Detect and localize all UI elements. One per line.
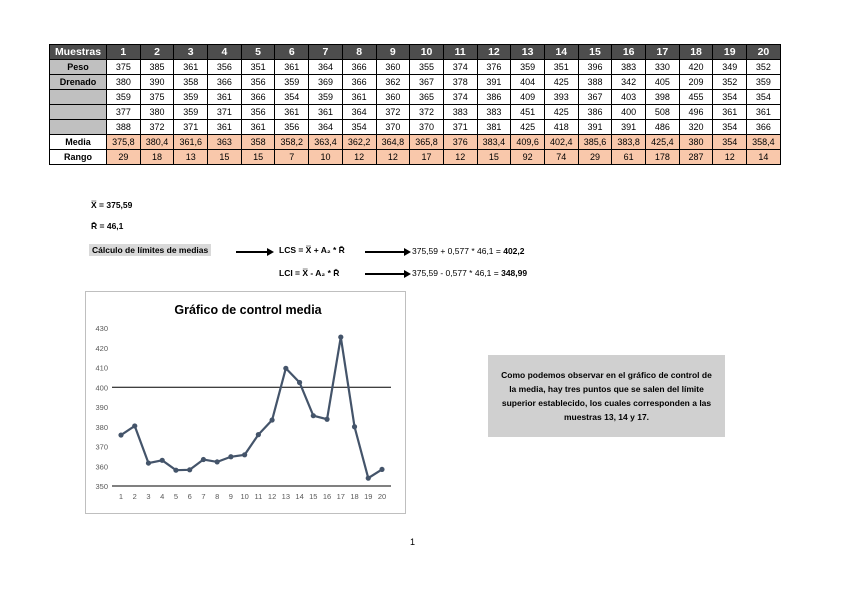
data-point bbox=[379, 467, 384, 472]
table-cell: 361,6 bbox=[174, 135, 208, 150]
table-cell: 7 bbox=[275, 150, 309, 165]
table-header-cell: 3 bbox=[174, 45, 208, 60]
table-cell: 363 bbox=[208, 135, 242, 150]
y-tick-label: 360 bbox=[95, 462, 108, 472]
x-tick-label: 2 bbox=[132, 492, 137, 501]
control-chart bbox=[85, 291, 406, 514]
y-tick-label: 400 bbox=[95, 383, 108, 393]
table-cell: 374 bbox=[443, 90, 477, 105]
table-cell: 361 bbox=[309, 105, 343, 120]
x-tick-label: 7 bbox=[201, 492, 206, 501]
table-cell: 376 bbox=[443, 135, 477, 150]
table-cell: 370 bbox=[410, 120, 444, 135]
table-cell: 358 bbox=[241, 135, 275, 150]
table-cell: 375 bbox=[107, 60, 141, 75]
data-point bbox=[118, 432, 123, 437]
table-cell: 383 bbox=[443, 105, 477, 120]
table-cell: 18 bbox=[140, 150, 174, 165]
table-row bbox=[50, 90, 781, 105]
table-cell: 354 bbox=[713, 135, 747, 150]
table-cell: 15 bbox=[477, 150, 511, 165]
table-cell: 372 bbox=[376, 105, 410, 120]
chart-svg bbox=[86, 292, 405, 513]
table-cell: 508 bbox=[646, 105, 680, 120]
lci-result-value: 348,99 bbox=[501, 268, 528, 278]
table-row bbox=[50, 60, 781, 75]
table-cell: 405 bbox=[646, 75, 680, 90]
table-row bbox=[50, 105, 781, 120]
table-cell: 178 bbox=[646, 150, 680, 165]
table-cell: 287 bbox=[679, 150, 713, 165]
table-cell: 385,6 bbox=[578, 135, 612, 150]
x-tick-label: 13 bbox=[281, 492, 291, 501]
lcs-result-value: 402,2 bbox=[503, 246, 525, 256]
table-cell: 374 bbox=[443, 60, 477, 75]
table-cell: 386 bbox=[477, 90, 511, 105]
table-header-cell: 20 bbox=[747, 45, 781, 60]
rbar-value: = 46,1 bbox=[99, 221, 124, 231]
table-cell: 393 bbox=[544, 90, 578, 105]
table-cell: 390 bbox=[140, 75, 174, 90]
row-label: Peso bbox=[50, 60, 107, 75]
table-header-cell: 1 bbox=[107, 45, 141, 60]
table-cell: 17 bbox=[410, 150, 444, 165]
table-cell: 369 bbox=[309, 75, 343, 90]
xbar-stat bbox=[91, 200, 132, 210]
x-tick-label: 20 bbox=[377, 492, 387, 501]
rbar-stat bbox=[91, 221, 123, 231]
table-cell: 383,8 bbox=[612, 135, 646, 150]
x-tick-label: 5 bbox=[173, 492, 179, 501]
table-cell: 356 bbox=[208, 60, 242, 75]
lcs-result bbox=[412, 246, 525, 256]
lcs-result-prefix: 375,59 + 0,577 * 46,1 = bbox=[412, 246, 504, 256]
table-header-cell: 10 bbox=[410, 45, 444, 60]
table-cell: 359 bbox=[174, 90, 208, 105]
table-cell: 381 bbox=[477, 120, 511, 135]
chart-title: Gráfico de control media bbox=[174, 303, 322, 317]
data-point bbox=[324, 417, 329, 422]
table-cell: 358 bbox=[174, 75, 208, 90]
table-cell: 375,8 bbox=[107, 135, 141, 150]
x-tick-label: 15 bbox=[309, 492, 318, 501]
x-tick-label: 18 bbox=[350, 492, 359, 501]
table-header-cell: 17 bbox=[646, 45, 680, 60]
table-cell: 409,6 bbox=[511, 135, 545, 150]
table-header-cell: 16 bbox=[612, 45, 646, 60]
x-tick-label: 4 bbox=[160, 492, 165, 501]
data-point bbox=[228, 454, 233, 459]
table-header-cell: 14 bbox=[544, 45, 578, 60]
table-cell: 366 bbox=[208, 75, 242, 90]
table-header-cell: 19 bbox=[713, 45, 747, 60]
table-cell: 380 bbox=[679, 135, 713, 150]
lci-formula: LCI = X̿ - A₂ * R̄ bbox=[279, 268, 340, 278]
table-cell: 74 bbox=[544, 150, 578, 165]
table-header-cell: 9 bbox=[376, 45, 410, 60]
table-cell: 375 bbox=[140, 90, 174, 105]
table-cell: 361 bbox=[342, 90, 376, 105]
table-cell: 354 bbox=[342, 120, 376, 135]
x-tick-label: 8 bbox=[215, 492, 220, 501]
table-cell: 486 bbox=[646, 120, 680, 135]
data-point bbox=[311, 413, 316, 418]
table-header-cell: 7 bbox=[309, 45, 343, 60]
data-point bbox=[270, 417, 275, 422]
samples-table bbox=[49, 44, 781, 165]
table-cell: 496 bbox=[679, 105, 713, 120]
table-cell: 12 bbox=[376, 150, 410, 165]
arrow-icon bbox=[365, 251, 405, 253]
table-cell: 376 bbox=[477, 60, 511, 75]
table-cell: 13 bbox=[174, 150, 208, 165]
table-cell: 354 bbox=[747, 90, 781, 105]
table-cell: 209 bbox=[679, 75, 713, 90]
conclusion-note bbox=[488, 355, 725, 437]
y-tick-label: 370 bbox=[95, 442, 108, 452]
table-cell: 425 bbox=[544, 75, 578, 90]
table-cell: 455 bbox=[679, 90, 713, 105]
table-cell: 29 bbox=[578, 150, 612, 165]
table-cell: 361 bbox=[208, 120, 242, 135]
table-cell: 320 bbox=[679, 120, 713, 135]
table-header-cell: 12 bbox=[477, 45, 511, 60]
series-line bbox=[121, 337, 382, 478]
table-cell: 361 bbox=[275, 105, 309, 120]
table-header-cell: 13 bbox=[511, 45, 545, 60]
table-cell: 425 bbox=[544, 105, 578, 120]
table-cell: 366 bbox=[342, 75, 376, 90]
table-cell: 378 bbox=[443, 75, 477, 90]
row-label bbox=[50, 105, 107, 120]
table-cell: 12 bbox=[342, 150, 376, 165]
table-cell: 361 bbox=[208, 90, 242, 105]
table-cell: 365,8 bbox=[410, 135, 444, 150]
table-cell: 388 bbox=[107, 120, 141, 135]
table-cell: 61 bbox=[612, 150, 646, 165]
table-header-cell: 6 bbox=[275, 45, 309, 60]
table-cell: 409 bbox=[511, 90, 545, 105]
table-header-cell: 11 bbox=[443, 45, 477, 60]
table-cell: 359 bbox=[174, 105, 208, 120]
row-label bbox=[50, 90, 107, 105]
table-cell: 418 bbox=[544, 120, 578, 135]
table-cell: 371 bbox=[208, 105, 242, 120]
data-point bbox=[215, 459, 220, 464]
table-cell: 380 bbox=[140, 105, 174, 120]
table-cell: 371 bbox=[174, 120, 208, 135]
table-row bbox=[50, 150, 781, 165]
arrow-icon bbox=[365, 273, 405, 275]
table-cell: 372 bbox=[140, 120, 174, 135]
table-header-label: Muestras bbox=[50, 45, 107, 60]
table-cell: 377 bbox=[107, 105, 141, 120]
table-cell: 352 bbox=[747, 60, 781, 75]
rbar-symbol: R̄ bbox=[91, 221, 98, 231]
y-tick-label: 430 bbox=[95, 324, 108, 333]
table-cell: 360 bbox=[376, 90, 410, 105]
table-row bbox=[50, 75, 781, 90]
table-cell: 358,2 bbox=[275, 135, 309, 150]
table-cell: 370 bbox=[376, 120, 410, 135]
table-cell: 391 bbox=[578, 120, 612, 135]
table-cell: 364,8 bbox=[376, 135, 410, 150]
table-cell: 371 bbox=[443, 120, 477, 135]
table-cell: 398 bbox=[646, 90, 680, 105]
table-cell: 372 bbox=[410, 105, 444, 120]
y-tick-label: 410 bbox=[95, 363, 108, 373]
arrow-icon bbox=[236, 251, 268, 253]
table-cell: 361 bbox=[747, 105, 781, 120]
x-tick-label: 19 bbox=[364, 492, 373, 501]
table-cell: 385 bbox=[140, 60, 174, 75]
table-cell: 396 bbox=[578, 60, 612, 75]
table-cell: 364 bbox=[309, 120, 343, 135]
table-cell: 355 bbox=[410, 60, 444, 75]
table-cell: 359 bbox=[107, 90, 141, 105]
table-cell: 403 bbox=[612, 90, 646, 105]
lci-result-prefix: 375,59 - 0,577 * 46,1 = bbox=[412, 268, 502, 278]
table-cell: 363,4 bbox=[309, 135, 343, 150]
y-tick-label: 390 bbox=[95, 403, 108, 412]
table-cell: 15 bbox=[208, 150, 242, 165]
table-cell: 366 bbox=[241, 90, 275, 105]
table-header-row bbox=[50, 45, 781, 60]
row-label: Rango bbox=[50, 150, 107, 165]
data-point bbox=[256, 432, 261, 437]
table-cell: 342 bbox=[612, 75, 646, 90]
note-text: Como podemos observar en el gráfico de control de la media, hay tres puntos que se salen del límite superior establecido, los cuales corresponden a las muestras 13, 14 y 17. bbox=[501, 370, 712, 422]
table-row bbox=[50, 120, 781, 135]
table-cell: 356 bbox=[241, 105, 275, 120]
table-cell: 365 bbox=[410, 90, 444, 105]
table-header-cell: 18 bbox=[679, 45, 713, 60]
data-point bbox=[338, 334, 343, 339]
x-tick-label: 11 bbox=[254, 492, 263, 501]
table-cell: 92 bbox=[511, 150, 545, 165]
data-point bbox=[146, 460, 151, 465]
x-tick-label: 12 bbox=[267, 492, 277, 501]
table-cell: 362,2 bbox=[342, 135, 376, 150]
y-tick-label: 420 bbox=[95, 343, 108, 353]
table-cell: 364 bbox=[342, 105, 376, 120]
table-cell: 404 bbox=[511, 75, 545, 90]
table-header-cell: 4 bbox=[208, 45, 242, 60]
table-cell: 354 bbox=[713, 90, 747, 105]
table-header-cell: 2 bbox=[140, 45, 174, 60]
table-cell: 451 bbox=[511, 105, 545, 120]
table-cell: 364 bbox=[309, 60, 343, 75]
table-cell: 330 bbox=[646, 60, 680, 75]
lci-result bbox=[412, 268, 527, 278]
table-cell: 10 bbox=[309, 150, 343, 165]
table-cell: 12 bbox=[713, 150, 747, 165]
data-point bbox=[366, 476, 371, 481]
data-point bbox=[283, 366, 288, 371]
data-point bbox=[160, 458, 165, 463]
table-cell: 383,4 bbox=[477, 135, 511, 150]
xbar-symbol: X̿ bbox=[91, 200, 97, 210]
calc-label: Cálculo de límites de medias bbox=[89, 244, 211, 256]
table-cell: 388 bbox=[578, 75, 612, 90]
x-tick-label: 10 bbox=[240, 492, 249, 501]
table-cell: 425 bbox=[511, 120, 545, 135]
table-cell: 366 bbox=[747, 120, 781, 135]
table-cell: 386 bbox=[578, 105, 612, 120]
table-cell: 361 bbox=[275, 60, 309, 75]
table-header-cell: 15 bbox=[578, 45, 612, 60]
table-cell: 359 bbox=[511, 60, 545, 75]
table-cell: 402,4 bbox=[544, 135, 578, 150]
table-cell: 15 bbox=[241, 150, 275, 165]
x-tick-label: 16 bbox=[322, 492, 332, 501]
lcs-formula: LCS = X̿ + A₂ * R̄ bbox=[279, 245, 345, 255]
data-point bbox=[297, 380, 302, 385]
x-tick-label: 17 bbox=[336, 492, 345, 501]
table-cell: 367 bbox=[578, 90, 612, 105]
table-cell: 356 bbox=[241, 75, 275, 90]
table-cell: 349 bbox=[713, 60, 747, 75]
table-header-cell: 5 bbox=[241, 45, 275, 60]
xbar-value: = 375,59 bbox=[99, 200, 133, 210]
table-cell: 14 bbox=[747, 150, 781, 165]
row-label: Drenado bbox=[50, 75, 107, 90]
table-cell: 354 bbox=[275, 90, 309, 105]
data-point bbox=[187, 467, 192, 472]
table-cell: 359 bbox=[275, 75, 309, 90]
table-cell: 352 bbox=[713, 75, 747, 90]
table-header-cell: 8 bbox=[342, 45, 376, 60]
x-tick-label: 14 bbox=[295, 492, 304, 501]
data-point bbox=[242, 452, 247, 457]
x-tick-label: 9 bbox=[228, 492, 233, 501]
table-cell: 12 bbox=[443, 150, 477, 165]
table-cell: 361 bbox=[241, 120, 275, 135]
row-label bbox=[50, 120, 107, 135]
table-cell: 425,4 bbox=[646, 135, 680, 150]
table-cell: 354 bbox=[713, 120, 747, 135]
table-cell: 359 bbox=[747, 75, 781, 90]
table-cell: 351 bbox=[241, 60, 275, 75]
data-point bbox=[352, 424, 357, 429]
x-tick-label: 6 bbox=[187, 492, 192, 501]
table-cell: 358,4 bbox=[747, 135, 781, 150]
table-cell: 361 bbox=[174, 60, 208, 75]
table-cell: 356 bbox=[275, 120, 309, 135]
table-cell: 400 bbox=[612, 105, 646, 120]
row-label: Media bbox=[50, 135, 107, 150]
table-cell: 383 bbox=[612, 60, 646, 75]
data-point bbox=[132, 423, 137, 428]
table-cell: 29 bbox=[107, 150, 141, 165]
table-cell: 359 bbox=[309, 90, 343, 105]
table-cell: 383 bbox=[477, 105, 511, 120]
table-row bbox=[50, 135, 781, 150]
table-cell: 367 bbox=[410, 75, 444, 90]
data-point bbox=[201, 457, 206, 462]
table-cell: 362 bbox=[376, 75, 410, 90]
table-cell: 391 bbox=[612, 120, 646, 135]
table-cell: 380,4 bbox=[140, 135, 174, 150]
x-tick-label: 1 bbox=[118, 492, 124, 501]
page-number: 1 bbox=[410, 537, 416, 547]
data-point bbox=[173, 468, 178, 473]
x-tick-label: 3 bbox=[146, 492, 151, 501]
y-tick-label: 350 bbox=[95, 482, 108, 491]
table-cell: 420 bbox=[679, 60, 713, 75]
table-cell: 360 bbox=[376, 60, 410, 75]
table-cell: 351 bbox=[544, 60, 578, 75]
table-cell: 361 bbox=[713, 105, 747, 120]
table-cell: 380 bbox=[107, 75, 141, 90]
y-tick-label: 380 bbox=[95, 422, 108, 432]
table-cell: 391 bbox=[477, 75, 511, 90]
table-cell: 366 bbox=[342, 60, 376, 75]
